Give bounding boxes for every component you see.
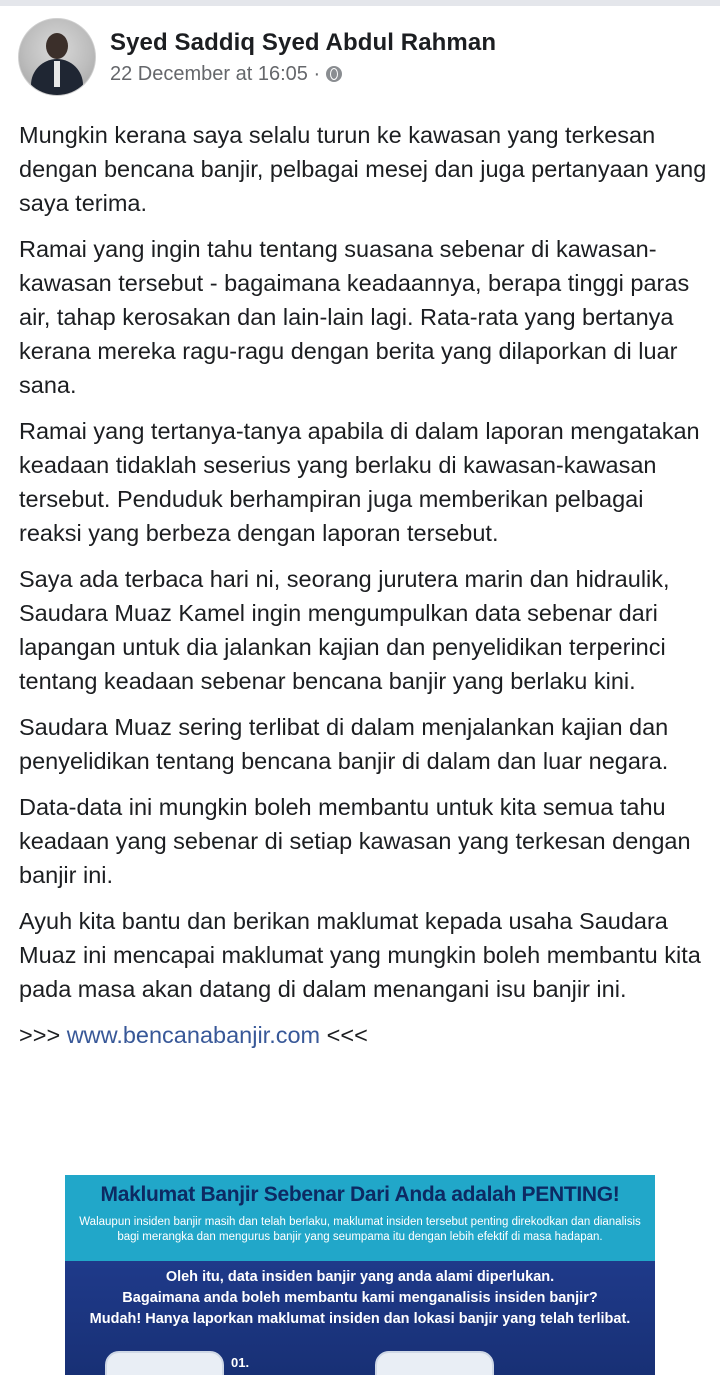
paragraph-2: Ramai yang ingin tahu tentang suasana sebenar di kawasan-kawasan tersebut - bagaimana keadaannya, berapa tinggi paras air, tahap kerosakan dan lain-lain lagi. Rata-rata yang bertanya kerana mereka ragu-ragu dengan berita yang dilaporkan di luar sana.	[19, 236, 690, 398]
link-line	[19, 1018, 709, 1052]
banner-main-text	[75, 1267, 645, 1330]
post-image-banner[interactable]	[65, 1175, 655, 1375]
avatar[interactable]	[18, 18, 96, 96]
post-meta	[110, 29, 496, 86]
banner-line-2: Bagaimana anda boleh membantu kami menganalisis insiden banjir?	[122, 1290, 598, 1306]
banner-line-3: Mudah! Hanya laporkan maklumat insiden dan lokasi banjir yang telah terlibat.	[89, 1311, 631, 1327]
phone-mockup-right	[375, 1351, 494, 1375]
post-body	[19, 118, 709, 1052]
phone-mockup-left	[105, 1351, 224, 1375]
post-header	[18, 18, 496, 96]
paragraph-7: Ayuh kita bantu dan berikan maklumat kepada usaha Saudara Muaz ini mencapai maklumat yang mungkin boleh membantu kita pada masa akan datang di dalam menangani isu banjir ini.	[19, 908, 701, 1002]
step-number: 01.	[231, 1355, 250, 1370]
paragraph-4: Saya ada terbaca hari ni, seorang jurutera marin dan hidraulik, Saudara Muaz Kamel ingin mengumpulkan data sebenar dari lapangan untuk dia jalankan kajian dan penyelidikan terperinci tentang keadaan sebenar bencana banjir yang berlaku kini.	[19, 566, 670, 694]
post-timestamp[interactable]: 22 December at 16:05 ·	[110, 62, 321, 85]
link-prefix: >>>	[19, 1022, 67, 1048]
globe-icon[interactable]	[326, 66, 342, 82]
paragraph-3: Ramai yang tertanya-tanya apabila di dalam laporan mengatakan keadaan tidaklah seserius yang berlaku di kawasan-kawasan tersebut. Penduduk berhampiran juga memberikan pelbagai reaksi yang berbeza dengan laporan tersebut.	[19, 418, 700, 546]
top-divider	[0, 0, 720, 6]
paragraph-1: Mungkin kerana saya selalu turun ke kawasan yang terkesan dengan bencana banjir, pelbagai mesej dan juga pertanyaan yang saya terima.	[19, 122, 707, 216]
website-link[interactable]: www.bencanabanjir.com	[66, 1022, 321, 1048]
timestamp-row	[110, 63, 496, 86]
banner-line-1: Oleh itu, data insiden banjir yang anda alami diperlukan.	[165, 1269, 555, 1285]
paragraph-5: Saudara Muaz sering terlibat di dalam menjalankan kajian dan penyelidikan tentang bencana banjir di dalam dan luar negara.	[19, 714, 669, 774]
link-suffix: <<<	[320, 1022, 368, 1048]
banner-title: Maklumat Banjir Sebenar Dari Anda adalah PENTING!	[100, 1183, 620, 1206]
author-name[interactable]: Syed Saddiq Syed Abdul Rahman	[110, 28, 497, 56]
paragraph-6: Data-data ini mungkin boleh membantu untuk kita semua tahu keadaan yang sebenar di setiap kawasan yang terkesan dengan banjir ini.	[19, 794, 691, 888]
avatar-head	[46, 33, 68, 59]
banner-subtitle: Walaupun insiden banjir masih dan telah berlaku, maklumat insiden tersebut penting direkodkan dan dianalisis bagi merangka dan mengurus banjir yang seumpama itu dengan lebih efektif di masa hadapan.	[79, 1216, 641, 1243]
avatar-shirt	[54, 61, 60, 87]
